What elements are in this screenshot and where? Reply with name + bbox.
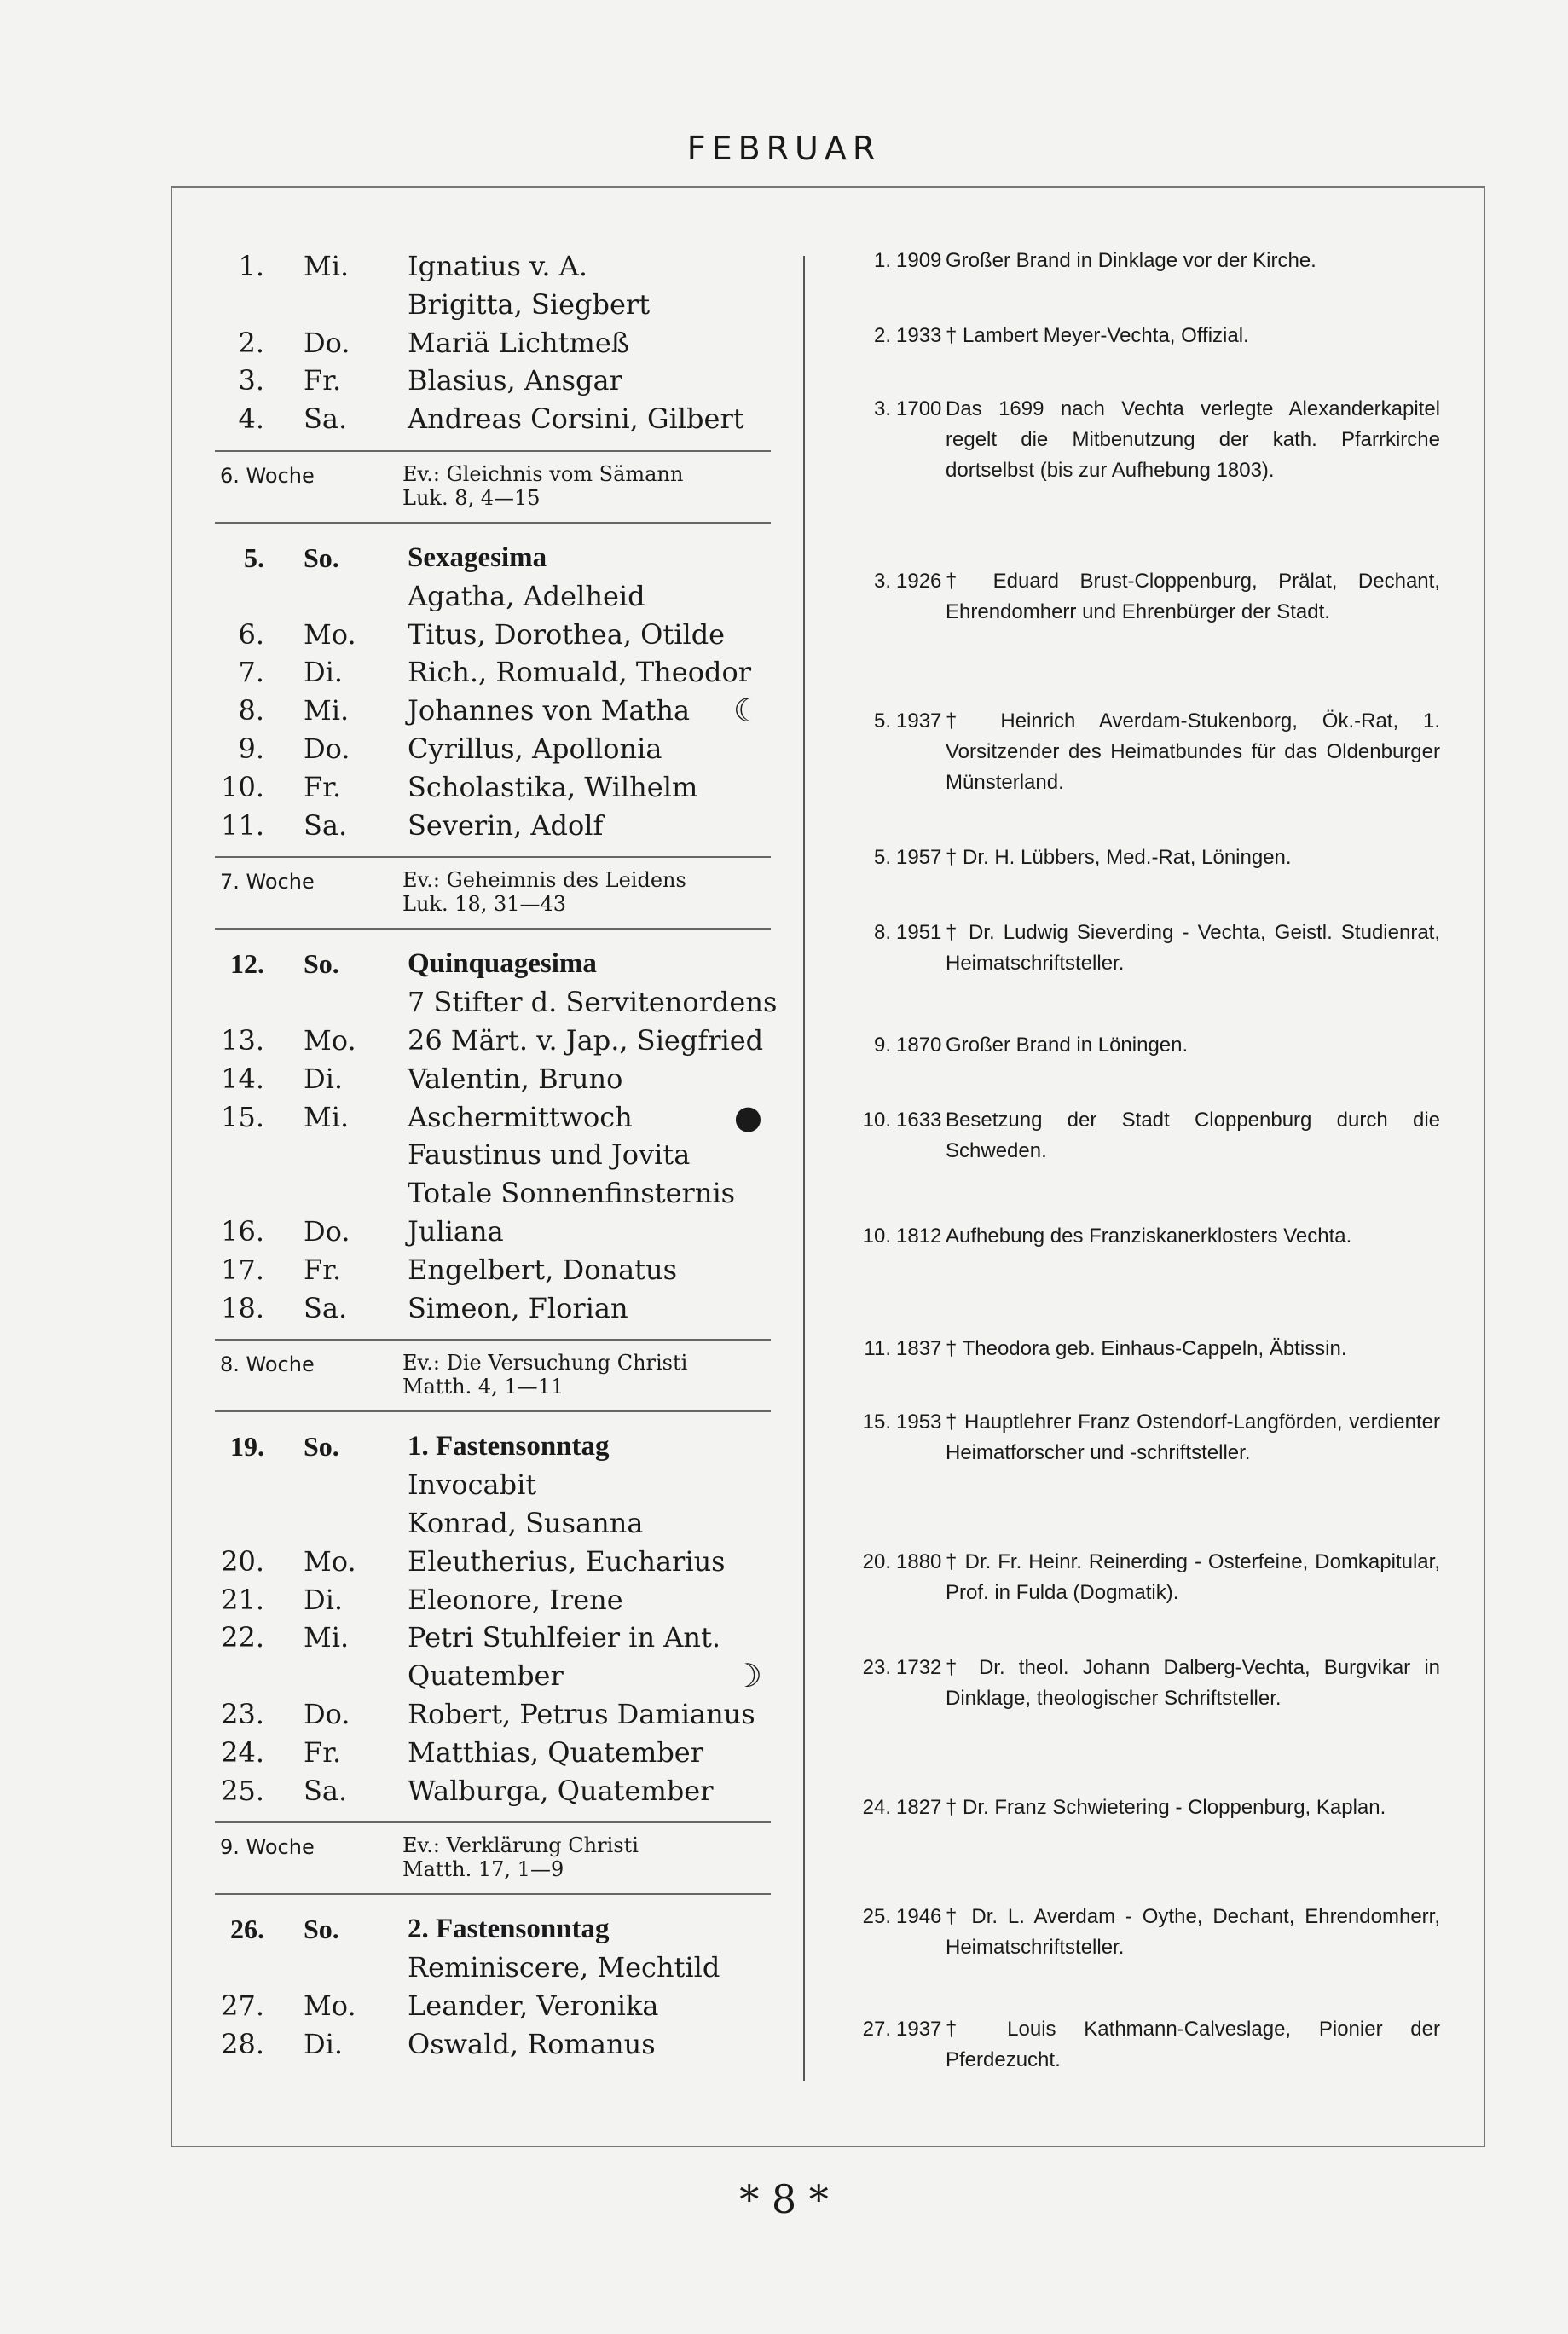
gospel-reference: Luk. 18, 31—43: [402, 892, 567, 917]
week-header: [215, 856, 771, 930]
saint-name: Brigitta, Siegbert: [408, 287, 651, 321]
calendar-row: [215, 1136, 771, 1174]
event-text: † Dr. L. Averdam - Oythe, Dechant, Ehrendomherr, Heimatschriftsteller.: [946, 1905, 1440, 1959]
weekday: Di.: [304, 1583, 344, 1616]
day-number: 27.: [221, 1989, 264, 2022]
weekday: Di.: [304, 1062, 344, 1095]
calendar-row: [215, 1251, 771, 1289]
calendar-row: [215, 577, 771, 616]
calendar-row: [215, 400, 771, 438]
saint-name: Walburga, Quatember: [408, 1774, 714, 1807]
calendar-row: [215, 1213, 771, 1251]
saint-name: 7 Stifter d. Servitenordens: [408, 986, 778, 1019]
event-text: † Heinrich Averdam-Stukenborg, Ök.-Rat, 1. Vorsitzender des Heimatbundes für das Oldenburger Münsterland.: [946, 709, 1440, 794]
day-number: 3.: [238, 364, 264, 397]
day-number: 18.: [221, 1291, 264, 1324]
saint-name: Eleonore, Irene: [408, 1583, 623, 1616]
event-year: 1870: [896, 1034, 942, 1057]
saint-name: Mariä Lichtmeß: [408, 326, 630, 359]
day-number: 19.: [230, 1431, 264, 1462]
event-text: Besetzung der Stadt Cloppenburg durch die Schweden.: [946, 1109, 1440, 1162]
day-number: 9.: [238, 732, 264, 765]
event-day: 10.: [862, 1109, 891, 1132]
event-day: 3.: [873, 570, 891, 593]
day-number: 6.: [238, 617, 264, 651]
day-number: 26.: [230, 1914, 264, 1945]
event-day: 15.: [862, 1410, 891, 1433]
saint-name: Severin, Adolf: [408, 808, 604, 842]
calendar-row: [215, 983, 778, 1022]
saint-name: Leander, Veronika: [408, 1989, 659, 2022]
day-number: 22.: [221, 1621, 264, 1654]
event-text: Großer Brand in Löningen.: [946, 1034, 1189, 1057]
day-number: 21.: [221, 1583, 264, 1616]
saint-name: 2. Fastensonntag: [408, 1914, 610, 1945]
moon-phase-icon: ☾: [732, 692, 762, 730]
calendar-row: [215, 945, 771, 983]
weekday: Do.: [304, 732, 350, 765]
weekday: Mi.: [304, 250, 350, 282]
calendar-row: [215, 1098, 771, 1137]
calendar-row: [215, 1910, 771, 1949]
event-text: † Dr. Fr. Heinr. Reinerding - Osterfeine, Domkapitular, Prof. in Fulda (Dogmatik).: [946, 1550, 1440, 1604]
weekday: Fr.: [304, 1253, 342, 1286]
week-header: [215, 1821, 771, 1895]
calendar-row: [215, 616, 771, 654]
week-label: 6. Woche: [220, 463, 315, 488]
event-day: 20.: [862, 1550, 891, 1573]
event-year: 1946: [896, 1905, 942, 1928]
day-number: 13.: [221, 1023, 264, 1057]
event-text: Aufhebung des Franziskanerklosters Vechta.: [946, 1225, 1352, 1248]
saint-name: Agatha, Adelheid: [408, 579, 645, 612]
day-number: 5.: [244, 542, 264, 573]
event-day: 25.: [862, 1905, 891, 1928]
weekday: Mo.: [304, 617, 356, 651]
moon-phase-icon: ●: [733, 1098, 762, 1136]
calendar-row: [215, 1772, 771, 1810]
saint-name: Eleutherius, Eucharius: [408, 1544, 726, 1578]
event-year: 1837: [896, 1337, 942, 1360]
day-number: 7.: [238, 656, 264, 689]
calendar-row: [215, 1695, 771, 1734]
event-text: † Eduard Brust-Cloppenburg, Prälat, Dechant, Ehrendomherr und Ehrenbürger der Stadt.: [946, 570, 1440, 623]
day-number: 28.: [221, 2027, 264, 2060]
day-number: 15.: [221, 1100, 264, 1133]
calendar-row: [215, 2025, 771, 2064]
saint-name: Titus, Dorothea, Otilde: [408, 617, 726, 651]
saint-name: Engelbert, Donatus: [408, 1253, 678, 1286]
weekday: Mi.: [304, 1100, 350, 1133]
event-day: 3.: [873, 397, 891, 420]
day-number: 2.: [238, 326, 264, 359]
event-year: 1827: [896, 1796, 942, 1819]
calendar-row: [215, 768, 771, 807]
saint-name: Robert, Petrus Damianus: [408, 1697, 755, 1730]
weekday: Mi.: [304, 1621, 350, 1654]
event-day: 2.: [873, 324, 891, 347]
saint-name: Andreas Corsini, Gilbert: [408, 403, 744, 436]
event-day: 8.: [873, 921, 891, 944]
day-number: 8.: [238, 694, 264, 727]
event-text: Großer Brand in Dinklage vor der Kirche.: [946, 249, 1316, 272]
event-text: † Theodora geb. Einhaus-Cappeln, Äbtissin.: [946, 1337, 1347, 1360]
calendar-row: [215, 1060, 771, 1098]
event-day: 11.: [864, 1337, 891, 1360]
event-year: 1732: [896, 1656, 942, 1679]
calendar-row: [215, 362, 771, 400]
event-year: 1812: [896, 1225, 942, 1248]
calendar-row: [215, 1504, 771, 1543]
calendar-row: [215, 1022, 771, 1060]
weekday: Sa.: [304, 1774, 348, 1807]
event-text: † Louis Kathmann-Calveslage, Pionier der Pferdezucht.: [946, 2018, 1440, 2071]
day-number: 10.: [221, 770, 264, 803]
calendar-row: [215, 730, 771, 768]
saint-name: Simeon, Florian: [408, 1291, 628, 1324]
saint-name: Juliana: [408, 1214, 504, 1248]
event-day: 1.: [873, 249, 891, 272]
saint-name: Reminiscere, Mechtild: [408, 1951, 720, 1984]
saint-name: Rich., Romuald, Theodor: [408, 656, 752, 689]
saint-name: Quatember: [408, 1659, 564, 1693]
event-year: 1937: [896, 709, 942, 733]
weekday: Do.: [304, 326, 350, 359]
calendar-row: [215, 1289, 771, 1328]
weekday: Fr.: [304, 364, 342, 397]
event-year: 1633: [896, 1109, 942, 1132]
day-number: 24.: [221, 1735, 264, 1769]
weekday: So.: [304, 542, 339, 573]
calendar-row: [215, 1619, 771, 1657]
event-year: 1953: [896, 1410, 942, 1433]
weekday: Mo.: [304, 1544, 356, 1578]
event-year: 1937: [896, 2018, 942, 2041]
event-text: † Dr. Ludwig Sieverding - Vechta, Geistl. Studienrat, Heimatschriftsteller.: [946, 921, 1440, 975]
saint-name: Petri Stuhlfeier in Ant.: [408, 1621, 721, 1654]
event-text: † Dr. theol. Johann Dalberg-Vechta, Burgvikar in Dinklage, theologischer Schriftsteller.: [946, 1656, 1440, 1710]
calendar-row: [215, 692, 771, 730]
event-day: 5.: [873, 709, 891, 733]
day-number: 16.: [221, 1214, 264, 1248]
saints-calendar-column: [215, 247, 778, 2063]
day-number: 11.: [221, 808, 264, 842]
day-number: 25.: [221, 1774, 264, 1807]
gospel-reference: Luk. 8, 4—15: [402, 485, 541, 510]
event-text: † Lambert Meyer-Vechta, Offizial.: [946, 324, 1249, 347]
event-day: 23.: [862, 1656, 891, 1679]
weekday: So.: [304, 1914, 339, 1945]
saint-name: Valentin, Bruno: [408, 1062, 623, 1095]
saint-name: Faustinus und Jovita: [408, 1138, 691, 1172]
event-day: 10.: [862, 1225, 891, 1248]
weekday: Mo.: [304, 1989, 356, 2022]
week-label: 8. Woche: [220, 1352, 315, 1377]
day-number: 14.: [221, 1062, 264, 1095]
calendar-row: [215, 1949, 771, 1987]
calendar-row: [215, 1581, 771, 1619]
calendar-row: [215, 1466, 771, 1504]
event-text: † Hauptlehrer Franz Ostendorf-Langförden, verdienter Heimatforscher und -schriftsteller.: [946, 1410, 1440, 1464]
weekday: Do.: [304, 1697, 350, 1730]
calendar-row: [215, 807, 771, 845]
event-year: 1933: [896, 324, 942, 347]
calendar-row: [215, 539, 771, 577]
gospel-reference: Matth. 4, 1—11: [402, 1375, 564, 1399]
saint-name: Scholastika, Wilhelm: [408, 770, 698, 803]
saint-name: Quinquagesima: [408, 948, 597, 980]
event-year: 1880: [896, 1550, 942, 1573]
page-number: * 8 *: [739, 2176, 829, 2222]
saint-name: Sexagesima: [408, 542, 547, 573]
calendar-row: [215, 1428, 771, 1466]
weekday: Sa.: [304, 808, 348, 842]
gospel-title: Ev.: Verklärung Christi: [402, 1833, 639, 1858]
column-divider: [803, 256, 805, 2081]
day-number: 4.: [238, 403, 264, 436]
saint-name: 1. Fastensonntag: [408, 1431, 610, 1462]
moon-phase-icon: ☽: [732, 1657, 762, 1695]
saint-name: Cyrillus, Apollonia: [408, 732, 662, 765]
calendar-row: [215, 1657, 771, 1695]
event-day: 5.: [873, 846, 891, 869]
weekday: Di.: [304, 656, 344, 689]
event-text: † Dr. Franz Schwietering - Cloppenburg, Kaplan.: [946, 1796, 1386, 1819]
page-title: FEBRUAR: [686, 130, 882, 167]
event-year: 1909: [896, 249, 942, 272]
calendar-row: [215, 653, 771, 692]
event-year: 1926: [896, 570, 942, 593]
calendar-row: [215, 1543, 771, 1581]
event-year: 1700: [896, 397, 942, 420]
calendar-row: [215, 1734, 771, 1772]
event-day: 24.: [862, 1796, 891, 1819]
weekday: Fr.: [304, 770, 342, 803]
week-header: [215, 1339, 771, 1412]
saint-name: Invocabit: [408, 1468, 537, 1502]
saint-name: Johannes von Matha: [408, 694, 691, 727]
gospel-title: Ev.: Die Versuchung Christi: [402, 1351, 688, 1375]
event-text: Das 1699 nach Vechta verlegte Alexanderkapitel regelt die Mitbenutzung der kath. Pfarrkirche dortselbst (bis zur Aufhebung 1803).: [946, 397, 1440, 482]
gospel-title: Ev.: Gleichnis vom Sämann: [402, 461, 684, 486]
day-number: 23.: [221, 1697, 264, 1730]
saint-name: Blasius, Ansgar: [408, 364, 622, 397]
event-day: 9.: [873, 1034, 891, 1057]
day-number: 1.: [238, 250, 264, 282]
calendar-row: [215, 1174, 771, 1213]
weekday: Mo.: [304, 1023, 356, 1057]
calendar-row: [215, 247, 771, 286]
weekday: Mi.: [304, 694, 350, 727]
calendar-row: [215, 324, 771, 362]
saint-name: Totale Sonnenfinsternis: [408, 1177, 736, 1210]
event-year: 1957: [896, 846, 942, 869]
week-label: 7. Woche: [220, 870, 315, 895]
weekday: Fr.: [304, 1735, 342, 1769]
event-year: 1951: [896, 921, 942, 944]
event-text: † Dr. H. Lübbers, Med.-Rat, Löningen.: [946, 846, 1292, 869]
weekday: So.: [304, 1431, 339, 1462]
saint-name: Ignatius v. A.: [408, 250, 588, 282]
day-number: 12.: [230, 948, 264, 980]
day-number: 20.: [221, 1544, 264, 1578]
week-header: [215, 450, 771, 524]
weekday: Do.: [304, 1214, 350, 1248]
calendar-row: [215, 286, 771, 324]
gospel-title: Ev.: Geheimnis des Leidens: [402, 868, 686, 893]
saint-name: Matthias, Quatember: [408, 1735, 704, 1769]
saint-name: Oswald, Romanus: [408, 2027, 656, 2060]
weekday: Sa.: [304, 1291, 348, 1324]
week-label: 9. Woche: [220, 1835, 315, 1860]
weekday: Di.: [304, 2027, 344, 2060]
calendar-row: [215, 1987, 771, 2025]
weekday: So.: [304, 948, 339, 980]
saint-name: 26 Märt. v. Jap., Siegfried: [408, 1023, 764, 1057]
saint-name: Aschermittwoch: [408, 1100, 633, 1133]
event-day: 27.: [862, 2018, 891, 2041]
day-number: 17.: [221, 1253, 264, 1286]
weekday: Sa.: [304, 403, 348, 436]
gospel-reference: Matth. 17, 1—9: [402, 1857, 564, 1882]
saint-name: Konrad, Susanna: [408, 1506, 644, 1539]
